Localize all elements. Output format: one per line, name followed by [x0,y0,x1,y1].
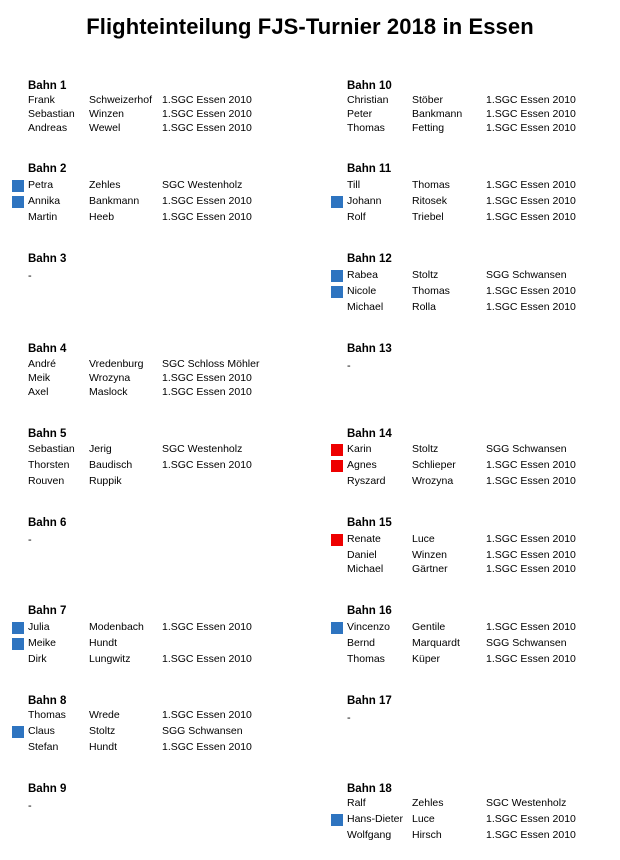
player-first-name: Till [347,179,361,191]
player-first-name: Frank [28,94,55,106]
player-club: 1.SGC Essen 2010 [486,475,576,487]
player-club: 1.SGC Essen 2010 [486,108,576,120]
player-first-name: Michael [347,301,384,313]
player-last-name: Küper [412,653,441,665]
player-first-name: Sebastian [28,108,75,120]
player-row [331,179,620,194]
player-first-name: Ralf [347,797,366,809]
flight-heading: Bahn 11 [347,163,392,175]
player-first-name: Renate [347,533,381,545]
player-first-name: Stefan [28,741,59,753]
player-first-name: Johann [347,195,382,207]
player-last-name: Winzen [412,549,448,561]
player-last-name: Wrozyna [89,372,131,384]
player-row [12,741,302,756]
player-club: SGG Schwansen [486,269,567,281]
player-row [331,211,620,226]
player-first-name: Dirk [28,653,47,665]
flight-heading: Bahn 3 [28,253,67,265]
player-row [331,443,620,458]
player-first-name: Meik [28,372,51,384]
player-row [331,797,620,812]
player-row [331,563,620,578]
player-row [12,195,302,210]
player-first-name: Claus [28,725,55,737]
player-last-name: Maslock [89,386,128,398]
player-club: SGC Westenholz [162,179,243,191]
player-first-name: Vincenzo [347,621,391,633]
player-last-name: Stoltz [412,269,439,281]
player-row [331,549,620,564]
blue-marker [331,270,343,282]
player-club: 1.SGC Essen 2010 [162,741,252,753]
player-first-name: Christian [347,94,389,106]
player-club: 1.SGC Essen 2010 [486,563,576,575]
player-last-name: Hundt [89,741,118,753]
flight-heading: Bahn 14 [347,428,392,440]
blue-marker [12,726,24,738]
player-first-name: Rolf [347,211,366,223]
blue-marker [12,622,24,634]
player-first-name: Thomas [347,653,385,665]
player-club: 1.SGC Essen 2010 [162,122,252,134]
player-first-name: Thorsten [28,459,70,471]
flight-heading: Bahn 8 [28,695,67,707]
empty-flight-dash: - [28,800,32,812]
player-row [331,637,620,652]
player-last-name: Stoltz [412,443,439,455]
player-last-name: Luce [412,533,435,545]
player-row [12,386,302,401]
flight-heading: Bahn 13 [347,343,392,355]
player-club: 1.SGC Essen 2010 [486,301,576,313]
player-club: 1.SGC Essen 2010 [486,195,576,207]
player-first-name: Martin [28,211,58,223]
player-row [12,653,302,668]
player-club: 1.SGC Essen 2010 [486,285,576,297]
player-row [331,621,620,636]
player-first-name: Thomas [347,122,385,134]
player-row [12,358,302,373]
player-last-name: Baudisch [89,459,133,471]
player-first-name: Ryszard [347,475,386,487]
player-row [12,709,302,724]
flight-heading: Bahn 18 [347,783,392,795]
player-row [12,621,302,636]
player-first-name: Peter [347,108,373,120]
player-row [12,725,302,740]
player-club: 1.SGC Essen 2010 [162,709,252,721]
empty-flight-dash: - [28,534,32,546]
player-last-name: Marquardt [412,637,460,649]
player-club: 1.SGC Essen 2010 [486,211,576,223]
flight-heading: Bahn 7 [28,605,67,617]
player-last-name: Ruppik [89,475,122,487]
blue-marker [331,286,343,298]
player-club: 1.SGC Essen 2010 [486,549,576,561]
player-last-name: Stöber [412,94,443,106]
player-first-name: Hans-Dieter [347,813,404,825]
player-last-name: Ritosek [412,195,448,207]
player-row [331,108,620,123]
player-last-name: Fetting [412,122,445,134]
blue-marker [331,196,343,208]
player-club: SGG Schwansen [162,725,243,737]
player-first-name: Annika [28,195,61,207]
player-last-name: Heeb [89,211,115,223]
player-club: SGG Schwansen [486,443,567,455]
player-row [12,94,302,109]
player-club: 1.SGC Essen 2010 [486,122,576,134]
player-row [331,653,620,668]
player-club: 1.SGC Essen 2010 [486,653,576,665]
player-last-name: Schweizerhof [89,94,153,106]
player-club: SGC Westenholz [162,443,243,455]
empty-flight-dash: - [28,270,32,282]
player-first-name: André [28,358,57,370]
player-club: SGG Schwansen [486,637,567,649]
player-row [12,211,302,226]
player-club: 1.SGC Essen 2010 [486,533,576,545]
player-row [12,122,302,137]
player-club: 1.SGC Essen 2010 [162,386,252,398]
player-row [331,301,620,316]
player-last-name: Gärtner [412,563,448,575]
player-last-name: Thomas [412,285,450,297]
flight-heading: Bahn 15 [347,517,392,529]
player-first-name: Sebastian [28,443,75,455]
page-title: Flighteinteilung FJS-Turnier 2018 in Essen [86,14,534,39]
blue-marker [12,196,24,208]
player-last-name: Gentile [412,621,446,633]
player-first-name: Michael [347,563,384,575]
player-last-name: Rolla [412,301,436,313]
player-last-name: Wewel [89,122,121,134]
player-last-name: Vredenburg [89,358,144,370]
player-first-name: Bernd [347,637,376,649]
blue-marker [12,180,24,192]
player-last-name: Hirsch [412,829,442,841]
player-first-name: Axel [28,386,49,398]
red-marker [331,534,343,546]
player-last-name: Bankmann [412,108,463,120]
empty-flight-dash: - [347,712,351,724]
player-first-name: Rouven [28,475,65,487]
player-row [331,475,620,490]
player-row [12,459,302,474]
player-row [331,122,620,137]
blue-marker [12,638,24,650]
player-club: 1.SGC Essen 2010 [486,621,576,633]
player-row [12,443,302,458]
blue-marker [331,814,343,826]
flight-heading: Bahn 9 [28,783,67,795]
player-club: 1.SGC Essen 2010 [162,108,252,120]
player-last-name: Triebel [412,211,444,223]
player-club: 1.SGC Essen 2010 [162,94,252,106]
player-row [331,459,620,474]
player-club: 1.SGC Essen 2010 [486,459,576,471]
player-last-name: Winzen [89,108,125,120]
flight-heading: Bahn 12 [347,253,392,265]
player-row [12,108,302,123]
player-last-name: Hundt [89,637,118,649]
player-last-name: Schlieper [412,459,456,471]
player-club: 1.SGC Essen 2010 [162,621,252,633]
player-last-name: Zehles [412,797,444,809]
flight-heading: Bahn 17 [347,695,392,707]
red-marker [331,444,343,456]
flight-heading: Bahn 16 [347,605,392,617]
flight-heading: Bahn 4 [28,343,67,355]
player-first-name: Nicole [347,285,377,297]
player-club: 1.SGC Essen 2010 [162,211,252,223]
player-row [12,637,302,652]
player-last-name: Wrozyna [412,475,454,487]
player-row [331,285,620,300]
player-row [331,195,620,210]
flight-heading: Bahn 2 [28,163,67,175]
player-club: SGC Westenholz [486,797,567,809]
player-last-name: Lungwitz [89,653,131,665]
player-first-name: Petra [28,179,54,191]
player-first-name: Daniel [347,549,377,561]
player-last-name: Stoltz [89,725,116,737]
flight-heading: Bahn 1 [28,80,67,92]
red-marker [331,460,343,472]
player-last-name: Jerig [89,443,112,455]
player-club: 1.SGC Essen 2010 [486,179,576,191]
player-row [331,94,620,109]
player-first-name: Andreas [28,122,68,134]
player-row [12,372,302,387]
player-club: 1.SGC Essen 2010 [162,459,252,471]
player-club: 1.SGC Essen 2010 [162,195,252,207]
player-row [331,829,620,844]
player-row [331,533,620,548]
player-first-name: Wolfgang [347,829,392,841]
player-first-name: Rabea [347,269,378,281]
player-row [12,179,302,194]
player-row [331,813,620,828]
player-last-name: Modenbach [89,621,144,633]
player-first-name: Karin [347,443,372,455]
player-last-name: Luce [412,813,435,825]
player-last-name: Bankmann [89,195,140,207]
empty-flight-dash: - [347,360,351,372]
player-row [12,475,302,490]
player-club: 1.SGC Essen 2010 [486,813,576,825]
player-club: 1.SGC Essen 2010 [486,94,576,106]
player-first-name: Julia [28,621,50,633]
player-first-name: Thomas [28,709,66,721]
player-first-name: Agnes [347,459,377,471]
flight-heading: Bahn 5 [28,428,67,440]
player-last-name: Zehles [89,179,121,191]
flight-heading: Bahn 6 [28,517,67,529]
player-last-name: Thomas [412,179,450,191]
blue-marker [331,622,343,634]
player-club: 1.SGC Essen 2010 [162,372,252,384]
player-club: 1.SGC Essen 2010 [162,653,252,665]
player-club: SGC Schloss Möhler [162,358,260,370]
player-club: 1.SGC Essen 2010 [486,829,576,841]
player-last-name: Wrede [89,709,120,721]
player-first-name: Meike [28,637,57,649]
player-row [331,269,620,284]
flight-heading: Bahn 10 [347,80,392,92]
